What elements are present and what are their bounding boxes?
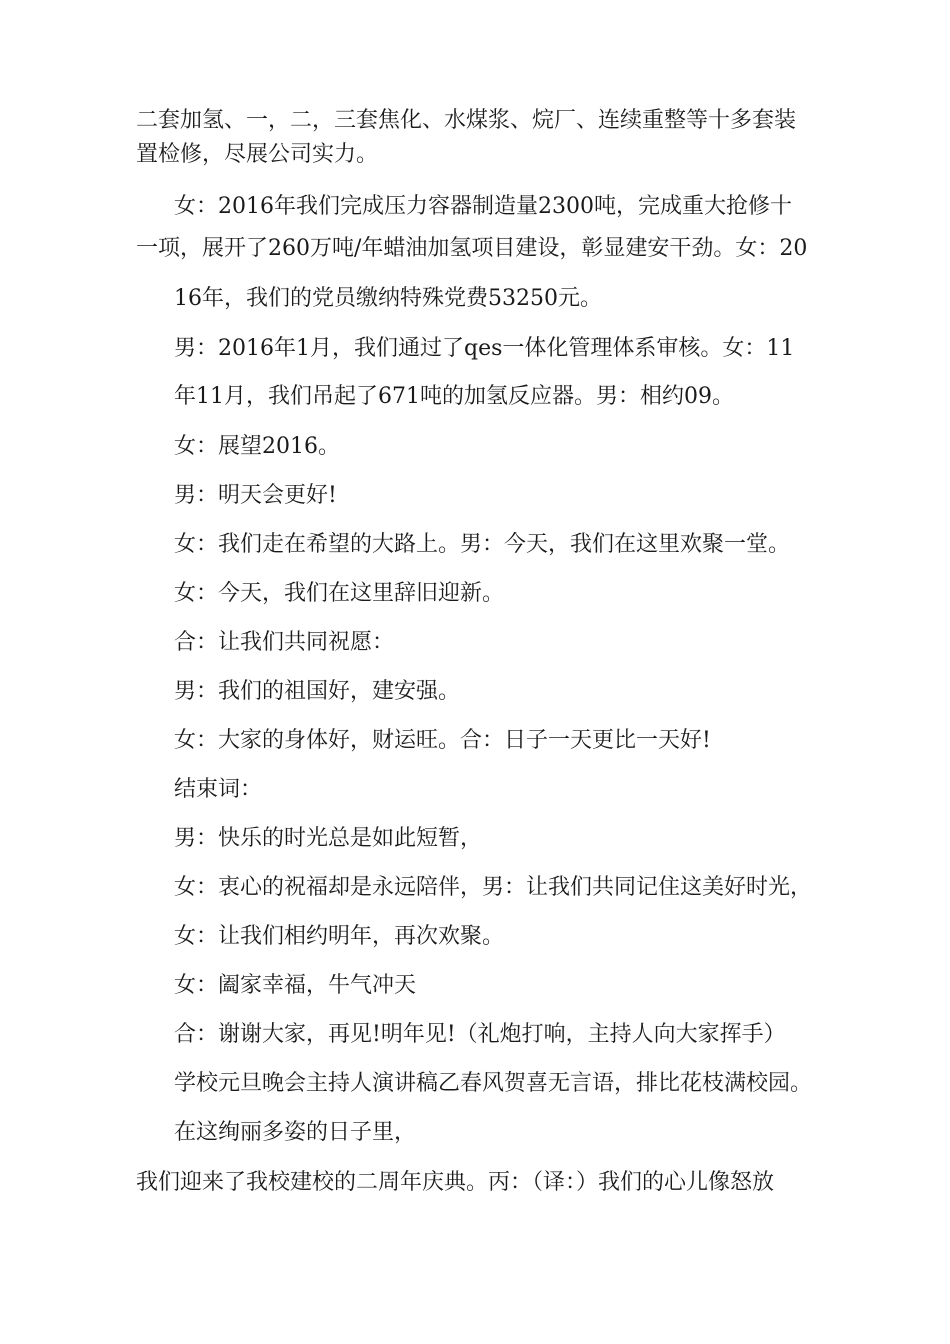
text-line: 二套加氢、一，二，三套焦化、水煤浆、烷厂、连续重整等十多套装 bbox=[136, 108, 797, 133]
text-line: 年11月，我们吊起了671吨的加氢反应器。男：相约09。 bbox=[174, 384, 734, 409]
text-line: 合：让我们共同祝愿： bbox=[174, 630, 395, 655]
text-line: 置检修，尽展公司实力。 bbox=[136, 142, 379, 167]
text-line: 女：衷心的祝福却是永远陪伴，男：让我们共同记住这美好时光， bbox=[174, 875, 813, 900]
text-line: 结束词： bbox=[174, 777, 263, 802]
text-line: 学校元旦晚会主持人演讲稿乙春风贺喜无言语，排比花枝满校园。 bbox=[174, 1071, 813, 1096]
text-line: 男：快乐的时光总是如此短暂， bbox=[174, 826, 483, 851]
text-line: 我们迎来了我校建校的二周年庆典。丙：（译：）我们的心儿像怒放 bbox=[136, 1170, 775, 1195]
text-line: 男：明天会更好! bbox=[174, 483, 337, 508]
text-line: 男：2016年1月，我们通过了qes一体化管理体系审核。女：11 bbox=[174, 336, 795, 361]
text-line: 男：我们的祖国好，建安强。 bbox=[174, 679, 461, 704]
text-line: 女：我们走在希望的大路上。男：今天，我们在这里欢聚一堂。 bbox=[174, 532, 791, 557]
text-line: 女：展望2016。 bbox=[174, 434, 340, 459]
text-line: 女：大家的身体好，财运旺。合：日子一天更比一天好! bbox=[174, 728, 711, 753]
text-line: 合：谢谢大家，再见!明年见!（礼炮打响，主持人向大家挥手） bbox=[174, 1022, 786, 1047]
text-line: 女：2016年我们完成压力容器制造量2300吨，完成重大抢修十 bbox=[174, 194, 792, 219]
text-line: 女：阖家幸福，牛气冲天 bbox=[174, 973, 417, 998]
text-line: 女：让我们相约明年，再次欢聚。 bbox=[174, 924, 505, 949]
text-line: 16年，我们的党员缴纳特殊党费53250元。 bbox=[174, 286, 602, 311]
text-line: 在这绚丽多姿的日子里， bbox=[174, 1120, 417, 1145]
text-line: 女：今天，我们在这里辞旧迎新。 bbox=[174, 581, 505, 606]
text-line: 一项，展开了260万吨/年蜡油加氢项目建设，彰显建安干劲。女：20 bbox=[136, 236, 808, 261]
